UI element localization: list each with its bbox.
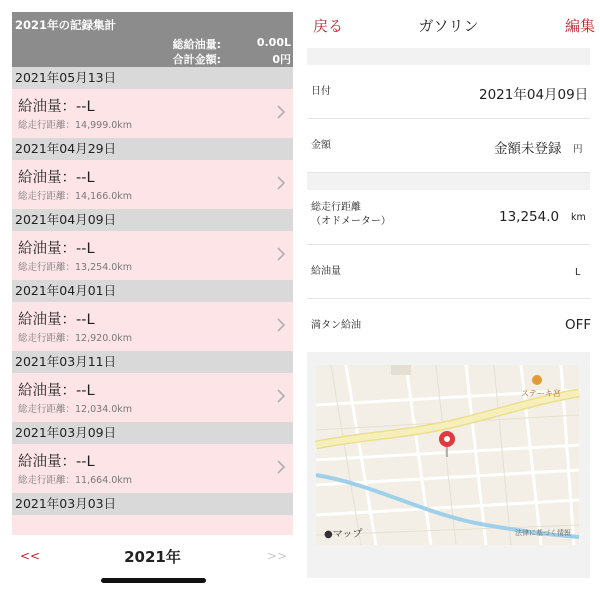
map-attribution-text: マップ: [332, 529, 363, 540]
apple-maps-attribution: [324, 525, 362, 540]
fuel-amount-label: 給油量: [311, 266, 341, 277]
record-row[interactable]: [12, 302, 293, 351]
date-header: 2021年04月29日: [12, 138, 293, 160]
record-row[interactable]: [12, 89, 293, 138]
odometer-value: 13,254.0: [499, 209, 560, 225]
date-header: 2021年03月03日: [12, 493, 293, 515]
record-odometer: 総走行距離：12,034.0km: [18, 404, 133, 415]
record-fuel-amount: 給油量：--L: [18, 170, 95, 186]
chevron-right-icon: [275, 459, 287, 475]
fuel-amount-field[interactable]: [307, 245, 590, 299]
record-fuel-amount: 給油量：--L: [18, 312, 95, 328]
record-detail-pane: [307, 4, 596, 578]
odometer-label: [311, 201, 391, 229]
odometer-label-line1: 総走行距離: [311, 202, 361, 213]
price-unit: 円: [573, 144, 583, 155]
odometer-label-line2: （オドメーター）: [311, 216, 391, 227]
full-tank-toggle[interactable]: OFF: [565, 317, 592, 333]
year-summary-panel: [12, 12, 293, 67]
date-field[interactable]: [307, 65, 590, 119]
total-fuel-value: 0.00L: [256, 36, 291, 49]
record-row[interactable]: [12, 373, 293, 422]
chevron-right-icon: [275, 175, 287, 191]
date-header: 2021年04月01日: [12, 280, 293, 302]
back-button[interactable]: 戻る: [313, 17, 344, 35]
chevron-right-icon: [275, 246, 287, 262]
record-fuel-amount: 給油量：--L: [18, 383, 95, 399]
section-spacer: [307, 48, 590, 65]
records-pane: [12, 12, 293, 588]
chevron-right-icon: [275, 104, 287, 120]
total-fuel-label: 総給油量:: [172, 38, 221, 51]
record-row[interactable]: [12, 444, 293, 493]
date-header: 2021年03月09日: [12, 422, 293, 444]
date-label: 日付: [311, 86, 331, 97]
date-header: 2021年04月09日: [12, 209, 293, 231]
full-tank-label: 満タン給油: [311, 320, 361, 331]
date-header: 2021年05月13日: [12, 67, 293, 89]
record-fuel-amount: 給油量：--L: [18, 99, 95, 115]
chevron-right-icon: [275, 317, 287, 333]
summary-title: 2021年の記録集計: [15, 18, 117, 32]
home-indicator[interactable]: [101, 578, 206, 583]
record-list[interactable]: [12, 67, 293, 564]
map-poi-label: ステーキ宮: [521, 389, 561, 398]
date-value: 2021年04月09日: [479, 87, 589, 103]
location-map[interactable]: [316, 365, 579, 545]
total-amount-value: 0円: [272, 53, 291, 66]
price-field[interactable]: [307, 119, 590, 173]
current-year-label: 2021年: [124, 548, 181, 566]
edit-button[interactable]: 編集: [565, 17, 596, 35]
full-tank-field[interactable]: [307, 299, 590, 352]
record-fuel-amount: 給油量：--L: [18, 454, 95, 470]
record-odometer: 総走行距離：14,999.0km: [18, 120, 133, 131]
chevron-right-icon: [275, 388, 287, 404]
record-odometer: 総走行距離：12,920.0km: [18, 333, 133, 344]
record-row[interactable]: [12, 231, 293, 280]
price-label: 金額: [311, 140, 331, 151]
map-section: [307, 352, 590, 578]
odometer-unit: km: [571, 212, 586, 223]
apple-logo-icon: ●: [324, 529, 333, 540]
record-odometer: 総走行距離：13,254.0km: [18, 262, 133, 273]
navigation-bar: [307, 4, 596, 48]
record-odometer: 総走行距離：11,664.0km: [18, 475, 133, 486]
date-header: 2021年03月11日: [12, 351, 293, 373]
next-year-button[interactable]: >>: [266, 549, 287, 563]
total-amount-label: 合計金額:: [172, 53, 221, 66]
map-legal-link[interactable]: 法律に基づく情報: [515, 529, 571, 537]
page-title: ガソリン: [418, 17, 479, 35]
section-spacer: [307, 173, 590, 190]
price-value: 金額未登録: [494, 141, 562, 157]
record-odometer: 総走行距離：14,166.0km: [18, 191, 133, 202]
record-row[interactable]: [12, 160, 293, 209]
previous-year-button[interactable]: <<: [20, 549, 41, 563]
fuel-amount-unit: L: [575, 267, 581, 278]
odometer-field[interactable]: [307, 190, 590, 245]
record-fuel-amount: 給油量：--L: [18, 241, 95, 257]
